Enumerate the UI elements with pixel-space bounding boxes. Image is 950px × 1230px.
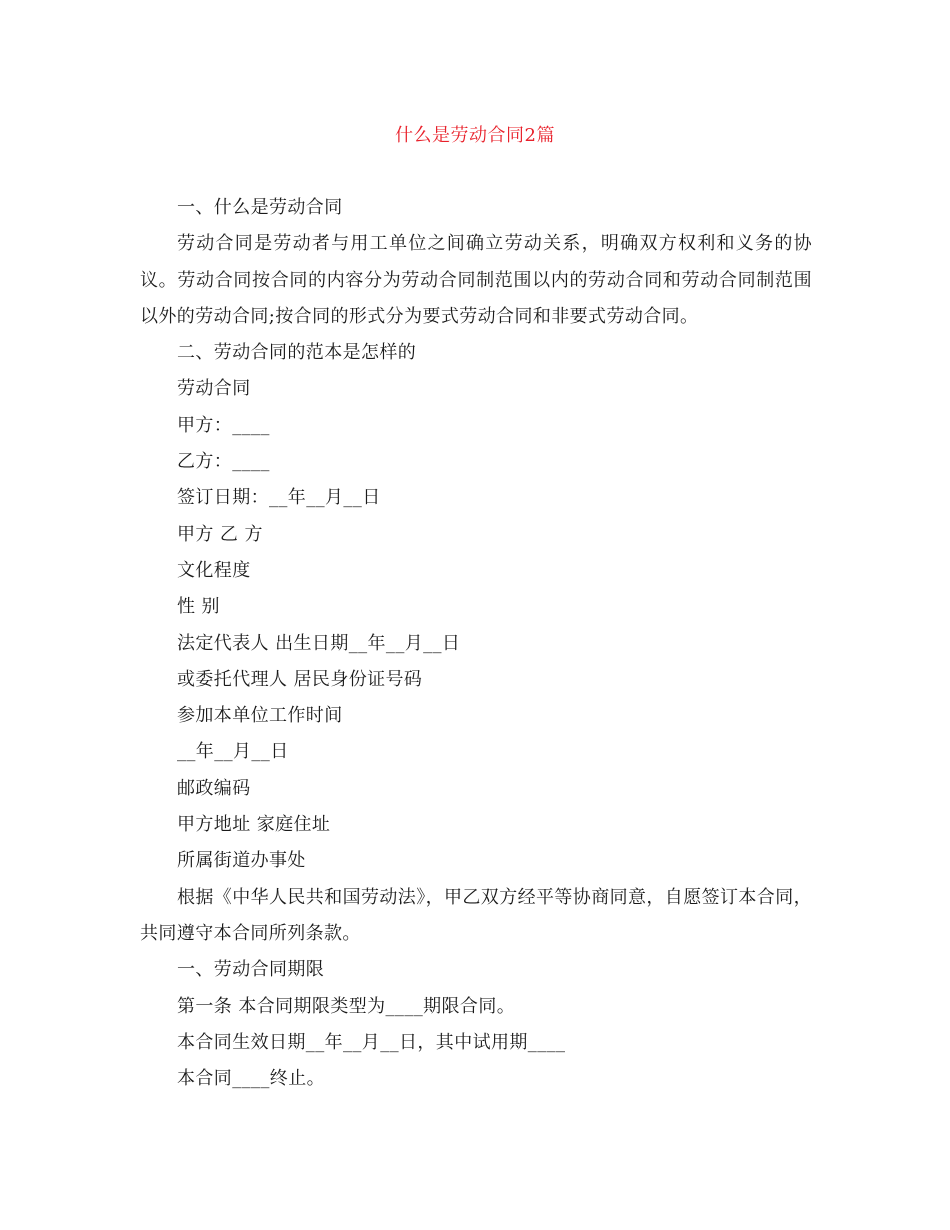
definition-paragraph: 劳动合同是劳动者与用工单位之间确立劳动关系，明确双方权利和义务的协议。劳动合同按合同的内容分为劳动合同制范围以内的劳动合同和劳动合同制范围以外的劳动合同;按合同的形式分为要式劳动合同和非要式劳动合同。 bbox=[140, 233, 812, 327]
education-line: 文化程度 bbox=[177, 559, 251, 581]
postal-code-line: 邮政编码 bbox=[177, 777, 251, 799]
join-date-value-line: __年__月__日 bbox=[177, 741, 289, 763]
termination-line: 本合同____终止。 bbox=[177, 1068, 325, 1090]
party-a-line: 甲方：____ bbox=[177, 414, 270, 436]
signing-date-line: 签订日期：__年__月__日 bbox=[177, 487, 381, 509]
parties-header-line: 甲方 乙 方 bbox=[177, 523, 263, 545]
legal-rep-birthdate-line: 法定代表人 出生日期__年__月__日 bbox=[177, 632, 461, 654]
contract-title: 劳动合同 bbox=[177, 378, 251, 400]
document-title: 什么是劳动合同2篇 bbox=[395, 125, 555, 146]
effective-date-line: 本合同生效日期__年__月__日，其中试用期____ bbox=[177, 1031, 566, 1053]
section-heading-contract-term: 一、劳动合同期限 bbox=[177, 959, 325, 981]
join-date-label-line: 参加本单位工作时间 bbox=[177, 705, 343, 727]
party-b-line: 乙方：____ bbox=[177, 451, 270, 473]
agent-id-number-line: 或委托代理人 居民身份证号码 bbox=[177, 668, 423, 690]
section-heading-template: 二、劳动合同的范本是怎样的 bbox=[177, 342, 417, 364]
document-body bbox=[140, 190, 812, 1097]
legal-basis-paragraph: 根据《中华人民共和国劳动法》，甲乙双方经平等协商同意，自愿签订本合同，共同遵守本合同所列条款。 bbox=[140, 886, 812, 944]
article-one-line: 第一条 本合同期限类型为____期限合同。 bbox=[177, 995, 516, 1017]
address-line: 甲方地址 家庭住址 bbox=[177, 814, 331, 836]
street-office-line: 所属街道办事处 bbox=[177, 850, 306, 872]
section-heading-what-is-contract: 一、什么是劳动合同 bbox=[177, 197, 343, 218]
gender-line: 性 别 bbox=[177, 596, 220, 618]
